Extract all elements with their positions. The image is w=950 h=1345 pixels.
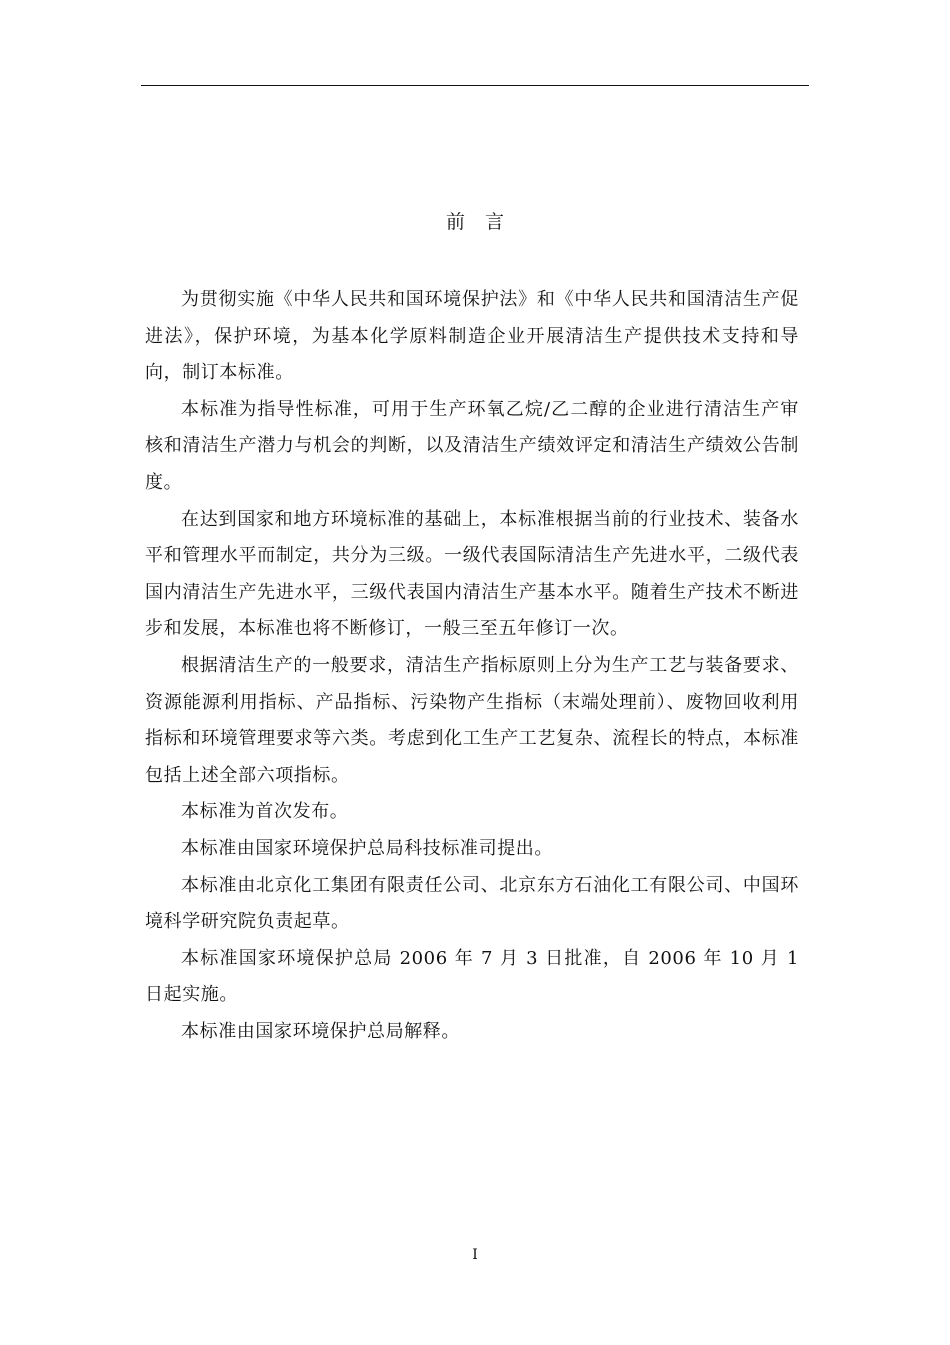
page-number: I bbox=[472, 1247, 478, 1263]
paragraph-drafters: 本标准由北京化工集团有限责任公司、北京东方石油化工有限公司、中国环境科学研究院负责起草。 bbox=[145, 874, 799, 933]
paragraph-purpose: 为贯彻实施《中华人民共和国环境保护法》和《中华人民共和国清洁生产促进法》，保护环境，为基本化学原料制造企业开展清洁生产提供技术支持和导向，制订本标准。 bbox=[145, 289, 799, 384]
paragraph-first-release: 本标准为首次发布。 bbox=[181, 801, 349, 823]
paragraph-scope: 本标准为指导性标准，可用于生产环氧乙烷/乙二醇的企业进行清洁生产审核和清洁生产潜力与机会的判断，以及清洁生产绩效评定和清洁生产绩效公告制度。 bbox=[145, 398, 799, 493]
foreword-body bbox=[145, 282, 799, 1050]
paragraph-indicators: 根据清洁生产的一般要求，清洁生产指标原则上分为生产工艺与装备要求、资源能源利用指标、产品指标、污染物产生指标（末端处理前）、废物回收利用指标和环境管理要求等六类。考虑到化工生产工艺复杂、流程长的特点，本标准包括上述全部六项指标。 bbox=[145, 654, 799, 786]
paragraph-approval: 本标准国家环境保护总局 2006 年 7 月 3 日批准，自 2006 年 10 月 1 日起实施。 bbox=[145, 947, 799, 1006]
paragraph-levels: 在达到国家和地方环境标准的基础上，本标准根据当前的行业技术、装备水平和管理水平而制定，共分为三级。一级代表国际清洁生产先进水平，二级代表国内清洁生产先进水平，三级代表国内清洁生产基本水平。随着生产技术不断进步和发展，本标准也将不断修订，一般三至五年修订一次。 bbox=[145, 508, 799, 640]
paragraph-interpretation: 本标准由国家环境保护总局解释。 bbox=[181, 1020, 460, 1042]
paragraph-proposer: 本标准由国家环境保护总局科技标准司提出。 bbox=[181, 837, 553, 859]
page-title: 前言 bbox=[445, 211, 524, 233]
header-rule bbox=[141, 85, 809, 86]
